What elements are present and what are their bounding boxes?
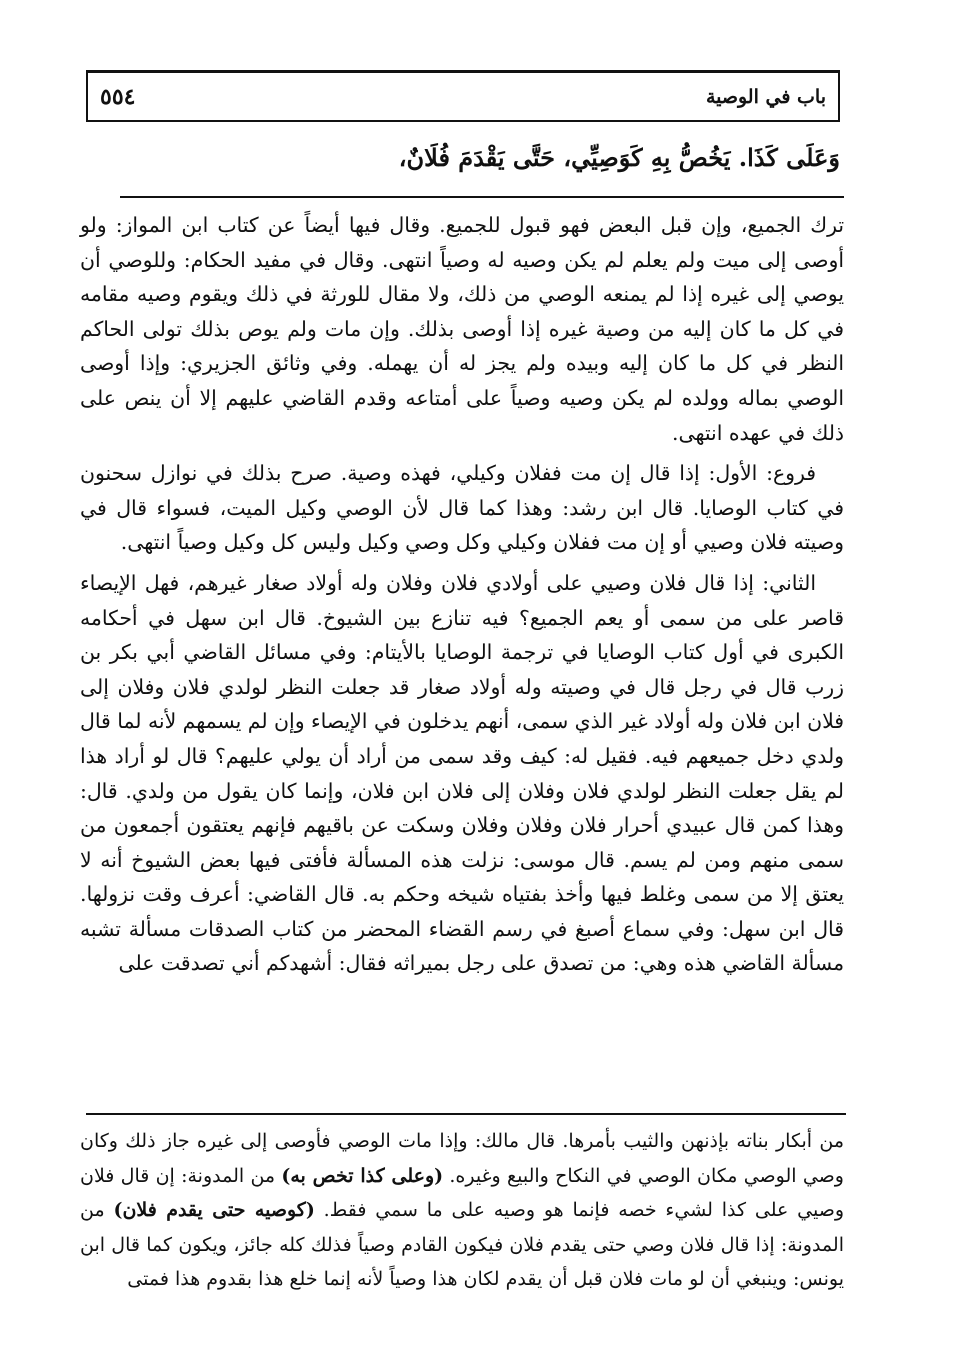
footnote-heading: (كوصيه حتى يقدم فلان) (113, 1199, 315, 1221)
main-text-line: وَعَلَى كَذَا. يَخُصُّ بِهِ كَوَصِيِّي، حَتَّى يَقْدَمَ فُلَانٌ، (398, 143, 840, 172)
page-number: ٥٥٤ (100, 83, 136, 110)
footnote-heading: (وعلى كذا تخص به) (281, 1164, 444, 1187)
footnote-text: من المدونة: إذا قال فلان وصي حتى يقدم فلان فيكون القادم وصياً فذلك كله جائز، ويكون كما قال ابن يونس: وينبغي أن لو مات فلان قبل أن يقدم لكان هذا وصياً لأنه إنما خلع هذا بقدوم هذا فمتى (80, 1199, 844, 1290)
footnote-paragraph (80, 1124, 844, 1297)
footnote-text: من أبكار بناته بإذنهن والثيب بأمرها. قال مالك: وإذا مات الوصي فأوصى إلى غيره جاز ذلك وكان وصي الوصي مكان الوصي في النكاح والبيع وغيره. (80, 1130, 844, 1187)
commentary-paragraph: فروع: الأول: إذا قال إن مت ففلان وكيلي، فهذه وصية. صرح بذلك في نوازل سحنون في كتاب الوصايا. قال ابن رشد: وهذا كما قال لأن الوصي وكيل الميت، فسواء قال في وصيته فلان وصيي أو إن مت ففلان وكيلي وكل وصي وكيل وليس كل وكيل وصياً انتهى. (80, 461, 844, 555)
commentary-paragraph: ترك الجميع، وإن قبل البعض فهو قبول للجميع. وقال فيها أيضاً عن كتاب ابن المواز: ولو أوصى إلى ميت ولم يعلم لم يكن وصيه له وصياً انتهى. وقال في مفيد الحكام: وللوصي أن يوصي إلى غيره إذا لم يمنعه الوصي من ذلك، ولا مقال للورثة في ذلك ويقوم وصيه مقامه في كل ما كان إليه من وصية غيره إذا أوصى بذلك. وإن مات ولم يوص بذلك تولى الحاكم النظر في كل ما كان إليه وبيده ولم يجز له أن يهمله. وفي وثائق الجزيري: وإذا أوصى الوصي بماله وولده لم يكن وصيه وصياً على أمتاعه وقدم القاضي عليهم إلا أن ينص على ذلك في عهده انتهى. (80, 213, 844, 445)
footnote-text: من المدونة: إن قال فلان وصيي على كذا لشيء خصه فإنما هو وصيه على ما سمي فقط. (80, 1164, 845, 1221)
chapter-title: باب في الوصية (705, 85, 826, 108)
footnote-body (80, 1124, 844, 1297)
commentary-body (80, 208, 844, 987)
running-header (86, 70, 840, 122)
divider-top (120, 196, 844, 198)
commentary-paragraph: الثاني: إذا قال فلان وصيي على أولادي فلان وفلان وله أولاد صغار غيرهم، فهل الإيصاء قاصر على من سمى أو يعم الجميع؟ فيه تنازع بين الشيوخ. قال ابن سهل في أحكامه الكبرى في أول كتاب الوصايا في ترجمة الوصايا بالأيتام: وفي مسائل القاضي أبي بكر بن زرب قال في رجل قال في وصيته وله أولاد صغار قد جعلت النظر لولدي فلان وفلان إلى فلان ابن فلان وله أولاد غير الذي سمى، أنهم يدخلون في الإيصاء وإن لم يسمهم لأنه لما قال ولدي دخل جميعهم فيه. فقيل له: كيف وقد سمى من أراد أن يولي عليهم؟ قال لو أراد هذا لم يقل جعلت النظر لولدي فلان وفلان إلى فلان ابن فلان، وإنما كان يقول من ولدي. قال: وهذا كمن قال عبيدي أحرار فلان وفلان وفلان وسكت عن باقيهم فإنهم يعتقون أجمعون من سمى منهم ومن لم يسم. قال موسى: نزلت هذه المسألة فأفتى فيها بعض الشيوخ أنه لا يعتق إلا من سمى وغلط فيها وأخذ بفتياه شيخه وحكم به. قال القاضي: أعرف وقت نزولها. قال ابن سهل: وفي سماع أصبغ في رسم القضاء المحضر من كتاب الصدقات مسألة تشبه مسألة القاضي هذه وهي: من تصدق على رجل بميراثه فقال: أشهدكم أني تصدقت على (80, 570, 844, 976)
divider-footnotes (86, 1113, 846, 1115)
